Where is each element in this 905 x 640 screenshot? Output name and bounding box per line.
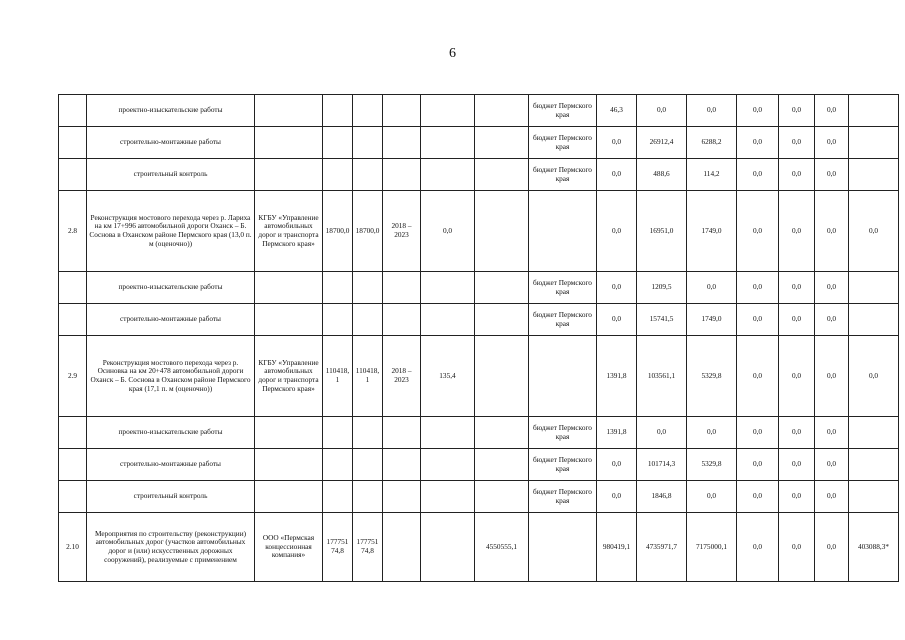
year-value-cell	[849, 95, 899, 127]
row-number-cell: 2.10	[59, 513, 87, 582]
customer-cell	[255, 449, 323, 481]
year-value-cell: 0,0	[779, 304, 815, 336]
customer-cell: КГБУ «Управление автомобильных дорог и транспорта Пермского края»	[255, 336, 323, 417]
estimate-cost-cell	[353, 449, 383, 481]
year-value-cell	[849, 449, 899, 481]
year-value-cell: 5329,8	[687, 449, 737, 481]
year-value-cell: 0,0	[779, 127, 815, 159]
table-body	[59, 95, 899, 582]
funding-source-cell: бюджет Пермского края	[529, 127, 597, 159]
year-value-cell: 6288,2	[687, 127, 737, 159]
year-value-cell: 0,0	[815, 304, 849, 336]
year-value-cell: 0,0	[737, 95, 779, 127]
year-value-cell: 0,0	[815, 159, 849, 191]
other-funding-cell: 4550555,1	[475, 513, 529, 582]
page-number: 6	[449, 46, 456, 61]
row-number-cell	[59, 417, 87, 449]
customer-cell	[255, 95, 323, 127]
period-cell	[383, 95, 421, 127]
other-funding-cell	[475, 127, 529, 159]
total-cost-cell	[323, 481, 353, 513]
row-number-cell	[59, 95, 87, 127]
estimate-cost-cell	[353, 272, 383, 304]
prior-funding-cell	[421, 95, 475, 127]
year-value-cell: 0,0	[737, 481, 779, 513]
table-row	[59, 95, 899, 127]
row-number-cell	[59, 272, 87, 304]
other-funding-cell	[475, 336, 529, 417]
item-name-cell: строительно-монтажные работы	[87, 127, 255, 159]
prior-funding-cell	[421, 304, 475, 336]
year-value-cell: 0,0	[779, 513, 815, 582]
year-value-cell: 0,0	[737, 449, 779, 481]
prior-funding-cell	[421, 272, 475, 304]
year-value-cell: 0,0	[815, 481, 849, 513]
total-cost-cell	[323, 95, 353, 127]
item-name-cell: строительный контроль	[87, 481, 255, 513]
period-cell	[383, 481, 421, 513]
estimate-cost-cell	[353, 417, 383, 449]
prior-funding-cell: 0,0	[421, 191, 475, 272]
year-value-cell: 16951,0	[637, 191, 687, 272]
year-value-cell	[849, 417, 899, 449]
year-value-cell: 1749,0	[687, 191, 737, 272]
year-value-cell: 0,0	[637, 417, 687, 449]
item-name-cell: Реконструкция мостового перехода через р. Осиновка на км 20+478 автомобильной дороги Оханск – Б. Соснова в Оханском районе Пермского края (17,1 п. м (оценочно))	[87, 336, 255, 417]
year-value-cell: 0,0	[687, 481, 737, 513]
year-value-cell: 0,0	[815, 272, 849, 304]
budget-table	[58, 94, 899, 582]
other-funding-cell	[475, 191, 529, 272]
year-value-cell: 103561,1	[637, 336, 687, 417]
year-value-cell	[849, 272, 899, 304]
estimate-cost-cell: 18700,0	[353, 191, 383, 272]
estimate-cost-cell	[353, 159, 383, 191]
prior-funding-cell: 135,4	[421, 336, 475, 417]
period-cell	[383, 127, 421, 159]
customer-cell	[255, 304, 323, 336]
year-value-cell: 0,0	[687, 417, 737, 449]
funding-source-cell: бюджет Пермского края	[529, 449, 597, 481]
table-row	[59, 272, 899, 304]
customer-cell	[255, 417, 323, 449]
year-value-cell: 0,0	[779, 449, 815, 481]
year-value-cell	[849, 127, 899, 159]
period-cell	[383, 272, 421, 304]
year-value-cell: 1209,5	[637, 272, 687, 304]
year-value-cell: 403088,3*	[849, 513, 899, 582]
year-value-cell: 0,0	[779, 417, 815, 449]
row-number-cell: 2.8	[59, 191, 87, 272]
funding-source-cell: бюджет Пермского края	[529, 159, 597, 191]
year-value-cell: 1391,8	[597, 336, 637, 417]
funding-source-cell: бюджет Пермского края	[529, 272, 597, 304]
row-number-cell	[59, 159, 87, 191]
year-value-cell: 4735971,7	[637, 513, 687, 582]
year-value-cell: 0,0	[779, 95, 815, 127]
year-value-cell: 15741,5	[637, 304, 687, 336]
item-name-cell: проектно-изыскательские работы	[87, 417, 255, 449]
estimate-cost-cell: 110418,1	[353, 336, 383, 417]
table-row	[59, 191, 899, 272]
table-row	[59, 417, 899, 449]
table-row	[59, 159, 899, 191]
table-row	[59, 449, 899, 481]
year-value-cell: 1391,8	[597, 417, 637, 449]
year-value-cell: 0,0	[815, 95, 849, 127]
funding-source-cell: бюджет Пермского края	[529, 304, 597, 336]
year-value-cell: 0,0	[597, 481, 637, 513]
year-value-cell	[849, 481, 899, 513]
year-value-cell: 0,0	[849, 191, 899, 272]
year-value-cell: 0,0	[779, 272, 815, 304]
customer-cell	[255, 272, 323, 304]
period-cell	[383, 159, 421, 191]
other-funding-cell	[475, 481, 529, 513]
year-value-cell: 0,0	[737, 127, 779, 159]
item-name-cell: проектно-изыскательские работы	[87, 272, 255, 304]
item-name-cell: строительно-монтажные работы	[87, 304, 255, 336]
year-value-cell: 114,2	[687, 159, 737, 191]
funding-source-cell: бюджет Пермского края	[529, 417, 597, 449]
row-number-cell	[59, 304, 87, 336]
year-value-cell: 7175000,1	[687, 513, 737, 582]
total-cost-cell	[323, 159, 353, 191]
year-value-cell: 46,3	[597, 95, 637, 127]
row-number-cell: 2.9	[59, 336, 87, 417]
prior-funding-cell	[421, 513, 475, 582]
funding-source-cell	[529, 513, 597, 582]
year-value-cell: 0,0	[687, 95, 737, 127]
year-value-cell: 0,0	[779, 336, 815, 417]
year-value-cell: 488,6	[637, 159, 687, 191]
prior-funding-cell	[421, 449, 475, 481]
year-value-cell: 0,0	[737, 272, 779, 304]
estimate-cost-cell	[353, 304, 383, 336]
year-value-cell: 0,0	[779, 481, 815, 513]
year-value-cell: 0,0	[597, 191, 637, 272]
year-value-cell: 0,0	[597, 159, 637, 191]
row-number-cell	[59, 449, 87, 481]
total-cost-cell	[323, 304, 353, 336]
total-cost-cell	[323, 127, 353, 159]
table-row	[59, 481, 899, 513]
year-value-cell: 980419,1	[597, 513, 637, 582]
estimate-cost-cell	[353, 95, 383, 127]
table-row	[59, 513, 899, 582]
year-value-cell: 0,0	[597, 127, 637, 159]
funding-source-cell: бюджет Пермского края	[529, 95, 597, 127]
year-value-cell: 0,0	[815, 513, 849, 582]
row-number-cell	[59, 481, 87, 513]
customer-cell: КГБУ «Управление автомобильных дорог и транспорта Пермского края»	[255, 191, 323, 272]
year-value-cell: 0,0	[815, 417, 849, 449]
prior-funding-cell	[421, 159, 475, 191]
table-row	[59, 304, 899, 336]
year-value-cell: 0,0	[687, 272, 737, 304]
year-value-cell: 0,0	[737, 513, 779, 582]
year-value-cell: 26912,4	[637, 127, 687, 159]
other-funding-cell	[475, 272, 529, 304]
year-value-cell: 0,0	[737, 191, 779, 272]
period-cell	[383, 449, 421, 481]
item-name-cell: строительный контроль	[87, 159, 255, 191]
other-funding-cell	[475, 417, 529, 449]
item-name-cell: Реконструкция мостового перехода через р. Лариха на км 17+996 автомобильной дороги Оханск – Б. Соснова в Оханском районе Пермского края (13,0 п. м (оценочно))	[87, 191, 255, 272]
year-value-cell: 0,0	[737, 304, 779, 336]
year-value-cell: 5329,8	[687, 336, 737, 417]
customer-cell	[255, 159, 323, 191]
year-value-cell	[849, 159, 899, 191]
year-value-cell: 0,0	[849, 336, 899, 417]
funding-source-cell	[529, 191, 597, 272]
item-name-cell: строительно-монтажные работы	[87, 449, 255, 481]
year-value-cell: 101714,3	[637, 449, 687, 481]
year-value-cell: 1749,0	[687, 304, 737, 336]
year-value-cell: 0,0	[779, 191, 815, 272]
total-cost-cell: 110418,1	[323, 336, 353, 417]
customer-cell	[255, 127, 323, 159]
other-funding-cell	[475, 159, 529, 191]
other-funding-cell	[475, 304, 529, 336]
period-cell	[383, 304, 421, 336]
total-cost-cell	[323, 417, 353, 449]
item-name-cell: проектно-изыскательские работы	[87, 95, 255, 127]
year-value-cell: 0,0	[737, 336, 779, 417]
total-cost-cell: 17775174,8	[323, 513, 353, 582]
total-cost-cell	[323, 449, 353, 481]
prior-funding-cell	[421, 417, 475, 449]
year-value-cell: 0,0	[737, 417, 779, 449]
period-cell	[383, 417, 421, 449]
estimate-cost-cell	[353, 127, 383, 159]
year-value-cell	[849, 304, 899, 336]
year-value-cell: 0,0	[597, 304, 637, 336]
year-value-cell: 0,0	[637, 95, 687, 127]
year-value-cell: 0,0	[815, 336, 849, 417]
other-funding-cell	[475, 95, 529, 127]
year-value-cell: 0,0	[779, 159, 815, 191]
prior-funding-cell	[421, 481, 475, 513]
year-value-cell: 0,0	[737, 159, 779, 191]
period-cell: 2018 – 2023	[383, 191, 421, 272]
year-value-cell: 0,0	[815, 449, 849, 481]
customer-cell	[255, 481, 323, 513]
total-cost-cell	[323, 272, 353, 304]
row-number-cell	[59, 127, 87, 159]
table-row	[59, 127, 899, 159]
total-cost-cell: 18700,0	[323, 191, 353, 272]
year-value-cell: 1846,8	[637, 481, 687, 513]
year-value-cell: 0,0	[597, 449, 637, 481]
item-name-cell: Мероприятия по строительству (реконструкции) автомобильных дорог (участков автомобильных дорог и (или) искусственных дорожных сооружений), реализуемые с применением	[87, 513, 255, 582]
period-cell: 2018 – 2023	[383, 336, 421, 417]
year-value-cell: 0,0	[815, 127, 849, 159]
other-funding-cell	[475, 449, 529, 481]
funding-source-cell: бюджет Пермского края	[529, 481, 597, 513]
table-row	[59, 336, 899, 417]
customer-cell: ООО «Пермская концессионная компания»	[255, 513, 323, 582]
year-value-cell: 0,0	[815, 191, 849, 272]
year-value-cell: 0,0	[597, 272, 637, 304]
estimate-cost-cell	[353, 481, 383, 513]
period-cell	[383, 513, 421, 582]
estimate-cost-cell: 17775174,8	[353, 513, 383, 582]
prior-funding-cell	[421, 127, 475, 159]
funding-source-cell	[529, 336, 597, 417]
